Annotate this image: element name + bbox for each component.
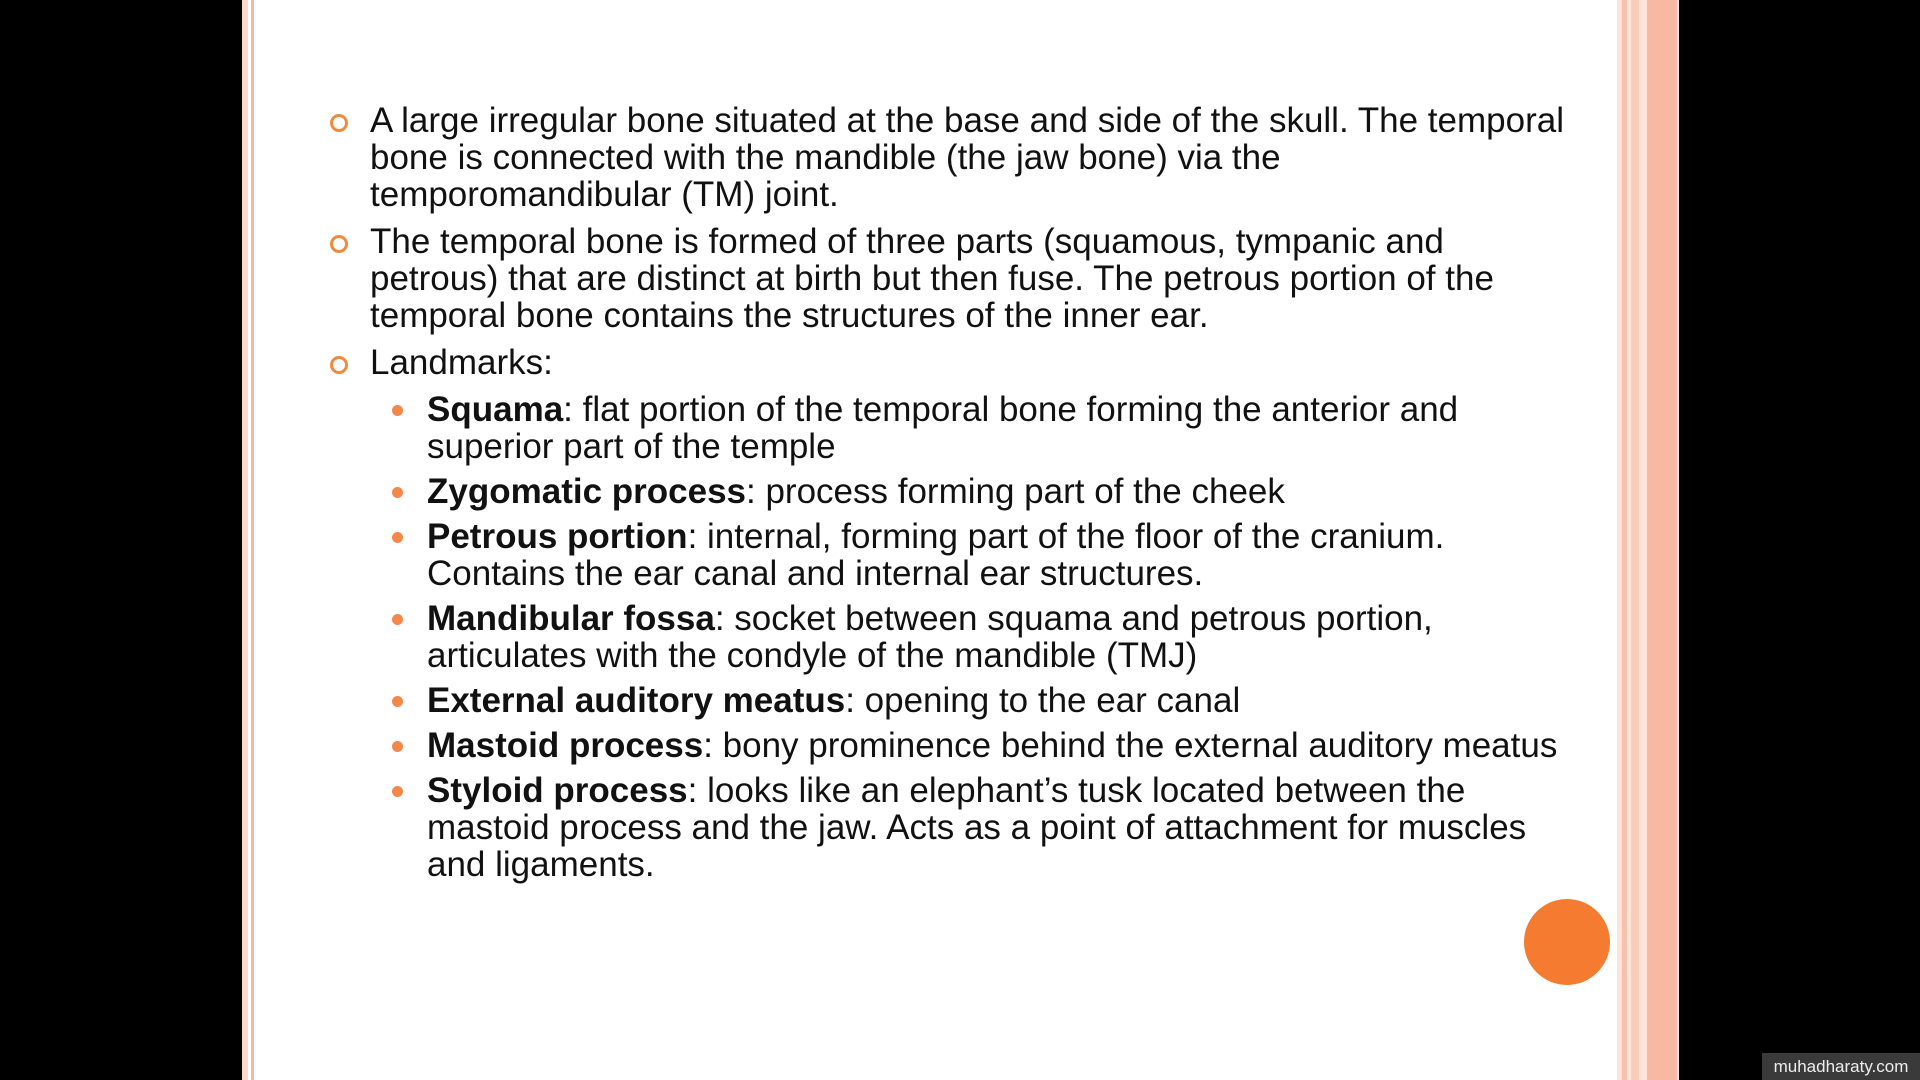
dot-bullet-icon [392, 741, 403, 752]
landmark-term: Squama [427, 390, 564, 429]
landmark-term: Zygomatic process [427, 472, 746, 511]
landmark-desc: : opening to the ear canal [845, 681, 1241, 720]
landmark-item [322, 391, 1572, 465]
bullet-text: The temporal bone is formed of three parts (squamous, tympanic and petrous) that are distinct at birth but then fuse. The petrous portion of the temporal bone contains the structures of the inner ear. [370, 222, 1494, 335]
landmark-item [322, 600, 1572, 674]
left-border-stripe [242, 0, 248, 1080]
dot-bullet-icon [392, 696, 403, 707]
landmark-desc: : flat portion of the temporal bone forming the anterior and superior part of the temple [427, 390, 1459, 466]
bullet-text: A large irregular bone situated at the base and side of the skull. The temporal bone is connected with the mandible (the jaw bone) via the temporomandibular (TM) joint. [370, 101, 1564, 214]
landmark-term: External auditory meatus [427, 681, 846, 720]
landmark-term: Mastoid process [427, 726, 704, 765]
landmark-item [322, 518, 1572, 592]
bullet-item-landmarks [322, 344, 1572, 381]
landmark-desc: : socket between squama and petrous portion, articulates with the condyle of the mandible (TMJ) [427, 599, 1433, 675]
right-border-stripe-3 [1647, 0, 1677, 1080]
landmark-desc: : internal, forming part of the floor of the cranium. Contains the ear canal and internal ear structures. [427, 517, 1445, 593]
landmark-desc: : bony prominence behind the external auditory meatus [703, 726, 1558, 765]
landmark-desc: : looks like an elephant’s tusk located between the mastoid process and the jaw. Acts as a point of attachment for muscles and ligaments. [427, 771, 1527, 884]
landmark-item [322, 682, 1572, 719]
bullet-text: Landmarks: [370, 343, 553, 382]
landmarks-list [322, 391, 1572, 883]
dot-bullet-icon [392, 786, 403, 797]
landmark-term: Styloid process [427, 771, 688, 810]
bullet-item [322, 102, 1572, 213]
slide [242, 0, 1679, 1080]
watermark: muhadharaty.com [1762, 1053, 1920, 1080]
landmark-term: Petrous portion [427, 517, 688, 556]
right-border-stripe-2 [1631, 0, 1639, 1080]
bullet-item [322, 223, 1572, 334]
dot-bullet-icon [392, 405, 403, 416]
dot-bullet-icon [392, 614, 403, 625]
dot-bullet-icon [392, 532, 403, 543]
slide-content [322, 102, 1572, 891]
dot-bullet-icon [392, 487, 403, 498]
ring-bullet-icon [330, 114, 348, 132]
right-border-stripe-1 [1622, 0, 1627, 1080]
landmark-desc: : process forming part of the cheek [746, 472, 1285, 511]
landmark-item [322, 772, 1572, 883]
landmark-item [322, 727, 1572, 764]
left-border-stripe-inner [251, 0, 254, 1080]
landmark-term: Mandibular fossa [427, 599, 715, 638]
orange-circle-decoration [1524, 899, 1610, 985]
ring-bullet-icon [330, 235, 348, 253]
landmark-item [322, 473, 1572, 510]
ring-bullet-icon [330, 356, 348, 374]
